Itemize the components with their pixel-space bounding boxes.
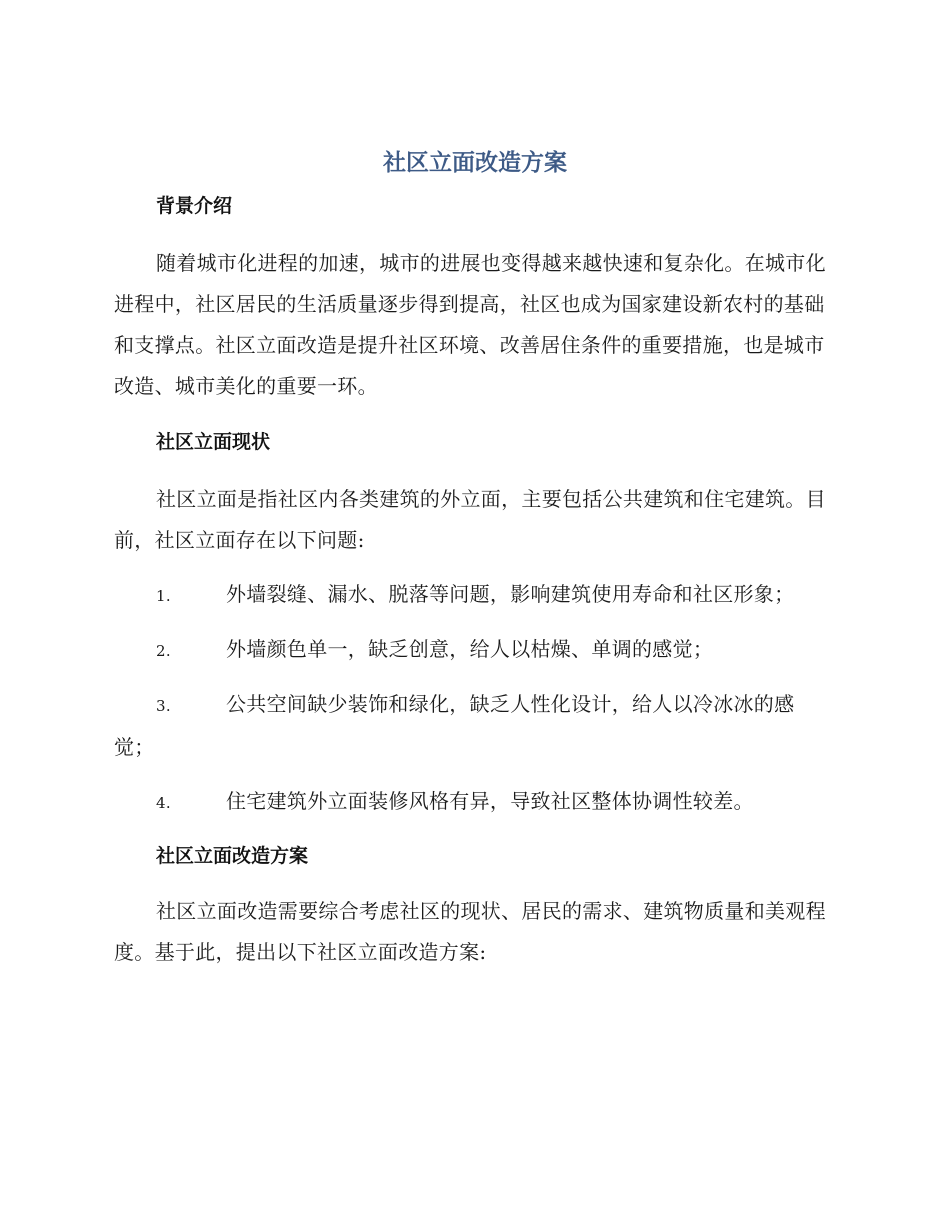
list-number: 1. xyxy=(156,587,171,605)
list-item xyxy=(114,574,834,617)
list-number: 2. xyxy=(156,642,171,660)
list-item xyxy=(114,684,834,768)
background-paragraph: 随着城市化进程的加速，城市的进展也变得越来越快速和复杂化。在城市化进程中，社区居民的生活质量逐步得到提高，社区也成为国家建设新农村的基础和支撑点。社区立面改造是提升社区环境、改善居住条件的重要措施，也是城市改造、城市美化的重要一环。 xyxy=(114,251,826,398)
list-text: 外墙颜色单一，缺乏创意，给人以枯燥、单调的感觉； xyxy=(226,637,714,661)
plan-paragraph: 社区立面改造需要综合考虑社区的现状、居民的需求、建筑物质量和美观程度。基于此，提出以下社区立面改造方案: xyxy=(114,899,826,964)
list-text: 住宅建筑外立面装修风格有异，导致社区整体协调性较差。 xyxy=(226,789,754,813)
list-text: 外墙裂缝、漏水、脱落等问题，影响建筑使用寿命和社区形象； xyxy=(226,582,795,606)
list-number: 3. xyxy=(156,697,171,715)
section-heading-status: 社区立面现状 xyxy=(156,431,271,453)
section-heading-plan: 社区立面改造方案 xyxy=(156,845,309,867)
status-paragraph: 社区立面是指社区内各类建筑的外立面，主要包括公共建筑和住宅建筑。目前，社区立面存在以下问题: xyxy=(114,487,826,552)
list-number: 4. xyxy=(156,794,171,812)
document-title: 社区立面改造方案 xyxy=(383,150,567,176)
section-heading-background: 背景介绍 xyxy=(156,195,233,217)
list-text: 公共空间缺少装饰和绿化，缺乏人性化设计，给人以冷冰冰的感觉； xyxy=(114,692,795,759)
list-item xyxy=(114,781,834,824)
list-item xyxy=(114,629,834,672)
